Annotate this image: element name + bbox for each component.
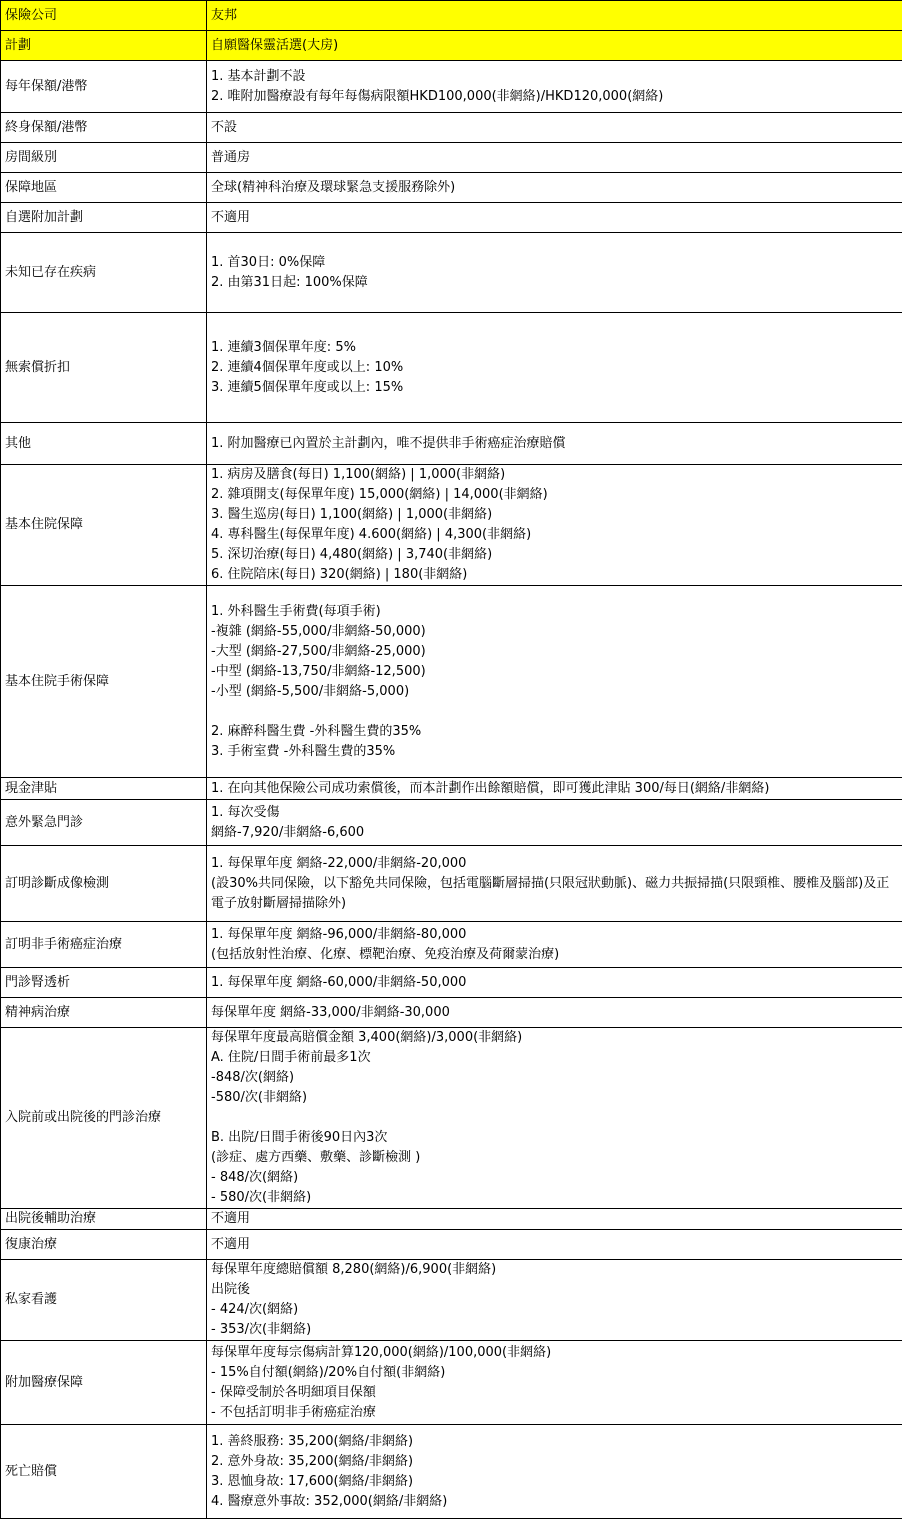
- row-value: [207, 1425, 902, 1519]
- value-line: -848/次(網絡): [211, 1068, 898, 1088]
- row-value: [207, 922, 902, 968]
- table-row: [1, 61, 902, 113]
- value-line: - 不包括訂明非手術癌症治療: [211, 1403, 898, 1423]
- value-line: A. 住院/日間手術前最多1次: [211, 1048, 898, 1068]
- row-label: 附加醫療保障: [1, 1341, 207, 1425]
- table-row: [1, 465, 902, 586]
- row-label: 房間級別: [1, 143, 207, 173]
- value-line: - 保障受制於各明細項目保額: [211, 1383, 898, 1403]
- row-label: 基本住院手術保障: [1, 586, 207, 778]
- value-line: 3. 連續5個保單年度或以上: 15%: [211, 378, 898, 398]
- value-line: (設30%共同保險，以下豁免共同保險，包括電腦斷層掃描(只限冠狀動脈)、磁力共振掃描(只限頸椎、腰椎及腦部)及正電子放射斷層掃描除外): [211, 874, 898, 914]
- row-value: [207, 113, 902, 143]
- value-line: - 15%自付額(網絡)/20%自付額(非網絡): [211, 1363, 898, 1383]
- row-label: 出院後輔助治療: [1, 1209, 207, 1230]
- table-row: [1, 1, 902, 31]
- value-line: 每保單年度總賠償額 8,280(網絡)/6,900(非網絡): [211, 1260, 898, 1280]
- value-line: 4. 專科醫生(每保單年度) 4.600(網絡) | 4,300(非網絡): [211, 525, 898, 545]
- value-line: (診症、處方西藥、敷藥、診斷檢測 ): [211, 1148, 898, 1168]
- row-label: 訂明非手術癌症治療: [1, 922, 207, 968]
- row-label: 保險公司: [1, 1, 207, 31]
- row-label: 入院前或出院後的門診治療: [1, 1028, 207, 1209]
- value-line: 不適用: [211, 1235, 898, 1255]
- row-label: 死亡賠償: [1, 1425, 207, 1519]
- table-row: [1, 1260, 902, 1341]
- value-line: 全球(精神科治療及環球緊急支援服務除外): [211, 178, 898, 198]
- row-value: [207, 203, 902, 233]
- row-label: 精神病治療: [1, 998, 207, 1028]
- value-line: 1. 外科醫生手術費(每項手術): [211, 602, 898, 622]
- row-value: [207, 1028, 902, 1209]
- row-value: [207, 423, 902, 465]
- row-value: [207, 1230, 902, 1260]
- value-line: 2. 雜項開支(每保單年度) 15,000(網絡) | 14,000(非網絡): [211, 485, 898, 505]
- value-line: 每保單年度 網絡-33,000/非網絡-30,000: [211, 1003, 898, 1023]
- row-value: [207, 800, 902, 846]
- row-value: [207, 778, 902, 800]
- value-line: B. 出院/日間手術後90日內3次: [211, 1128, 898, 1148]
- value-line: 1. 首30日: 0%保障: [211, 253, 898, 273]
- table-row: [1, 173, 902, 203]
- value-line: 友邦: [211, 6, 898, 26]
- row-value: [207, 143, 902, 173]
- row-label: 自選附加計劃: [1, 203, 207, 233]
- row-value: [207, 61, 902, 113]
- table-row: [1, 113, 902, 143]
- value-line: 1. 每次受傷: [211, 803, 898, 823]
- table-row: [1, 143, 902, 173]
- value-line: 3. 醫生巡房(每日) 1,100(網絡) | 1,000(非網絡): [211, 505, 898, 525]
- table-row: [1, 423, 902, 465]
- table-body: [1, 1, 902, 1519]
- value-line: [211, 1108, 898, 1128]
- value-line: 3. 恩恤身故: 17,600(網絡/非網絡): [211, 1472, 898, 1492]
- value-line: -580/次(非網絡): [211, 1088, 898, 1108]
- value-line: 不適用: [211, 208, 898, 228]
- row-label: 每年保額/港幣: [1, 61, 207, 113]
- table-row: [1, 1425, 902, 1519]
- value-line: 不適用: [211, 1209, 898, 1229]
- table-row: [1, 778, 902, 800]
- row-value: [207, 173, 902, 203]
- value-line: 1. 連續3個保單年度: 5%: [211, 338, 898, 358]
- value-line: 每保單年度每宗傷病計算120,000(網絡)/100,000(非網絡): [211, 1343, 898, 1363]
- value-line: 1. 每保單年度 網絡-22,000/非網絡-20,000: [211, 854, 898, 874]
- row-label: 訂明診斷成像檢測: [1, 846, 207, 922]
- row-value: [207, 1209, 902, 1230]
- table-row: [1, 31, 902, 61]
- table-row: [1, 800, 902, 846]
- value-line: 2. 由第31日起: 100%保障: [211, 273, 898, 293]
- row-value: [207, 233, 902, 313]
- row-value: [207, 998, 902, 1028]
- value-line: 1. 善終服務: 35,200(網絡/非網絡): [211, 1432, 898, 1452]
- table-row: [1, 313, 902, 423]
- row-value: [207, 1260, 902, 1341]
- value-line: [211, 702, 898, 722]
- value-line: - 848/次(網絡): [211, 1168, 898, 1188]
- value-line: 出院後: [211, 1280, 898, 1300]
- table-row: [1, 203, 902, 233]
- table-row: [1, 233, 902, 313]
- row-label: 現金津貼: [1, 778, 207, 800]
- table-row: [1, 846, 902, 922]
- row-label: 基本住院保障: [1, 465, 207, 586]
- row-label: 其他: [1, 423, 207, 465]
- table-row: [1, 998, 902, 1028]
- row-label: 未知已存在疾病: [1, 233, 207, 313]
- row-label: 終身保額/港幣: [1, 113, 207, 143]
- value-line: 2. 麻醉科醫生費 -外科醫生費的35%: [211, 722, 898, 742]
- value-line: 1. 在向其他保險公司成功索償後，而本計劃作出餘額賠償，即可獲此津貼 300/每日(網絡/非網絡): [211, 779, 898, 799]
- row-value: [207, 1341, 902, 1425]
- value-line: 1. 每保單年度 網絡-96,000/非網絡-80,000: [211, 925, 898, 945]
- value-line: 普通房: [211, 148, 898, 168]
- value-line: 每保單年度最高賠償金額 3,400(網絡)/3,000(非網絡): [211, 1028, 898, 1048]
- value-line: 1. 每保單年度 網絡-60,000/非網絡-50,000: [211, 973, 898, 993]
- value-line: 2. 連續4個保單年度或以上: 10%: [211, 358, 898, 378]
- value-line: 1. 病房及膳食(每日) 1,100(網絡) | 1,000(非網絡): [211, 465, 898, 485]
- value-line: 網絡-7,920/非網絡-6,600: [211, 823, 898, 843]
- row-value: [207, 465, 902, 586]
- value-line: 2. 意外身故: 35,200(網絡/非網絡): [211, 1452, 898, 1472]
- value-line: 自願醫保靈活選(大房): [211, 36, 898, 56]
- value-line: 3. 手術室費 -外科醫生費的35%: [211, 742, 898, 762]
- row-value: [207, 31, 902, 61]
- value-line: -中型 (網絡-13,750/非網絡-12,500): [211, 662, 898, 682]
- value-line: 1. 附加醫療已內置於主計劃內，唯不提供非手術癌症治療賠償: [211, 434, 898, 454]
- table-row: [1, 586, 902, 778]
- row-label: 私家看護: [1, 1260, 207, 1341]
- value-line: - 353/次(非網絡): [211, 1320, 898, 1340]
- value-line: - 424/次(網絡): [211, 1300, 898, 1320]
- value-line: -小型 (網絡-5,500/非網絡-5,000): [211, 682, 898, 702]
- value-line: 1. 基本計劃不設: [211, 67, 898, 87]
- value-line: 4. 醫療意外事故: 352,000(網絡/非網絡): [211, 1492, 898, 1512]
- table-row: [1, 1341, 902, 1425]
- row-label: 復康治療: [1, 1230, 207, 1260]
- table-row: [1, 1028, 902, 1209]
- table-row: [1, 1230, 902, 1260]
- table-row: [1, 1209, 902, 1230]
- row-label: 門診腎透析: [1, 968, 207, 998]
- table-row: [1, 968, 902, 998]
- value-line: -大型 (網絡-27,500/非網絡-25,000): [211, 642, 898, 662]
- row-label: 無索償折扣: [1, 313, 207, 423]
- value-line: 6. 住院陪床(每日) 320(網絡) | 180(非網絡): [211, 565, 898, 585]
- row-value: [207, 586, 902, 778]
- row-value: [207, 846, 902, 922]
- row-label: 保障地區: [1, 173, 207, 203]
- table-row: [1, 922, 902, 968]
- value-line: -複雜 (網絡-55,000/非網絡-50,000): [211, 622, 898, 642]
- row-label: 計劃: [1, 31, 207, 61]
- row-value: [207, 968, 902, 998]
- value-line: 不設: [211, 118, 898, 138]
- value-line: 2. 唯附加醫療設有每年每傷病限額HKD100,000(非網絡)/HKD120,000(網絡): [211, 87, 898, 107]
- row-value: [207, 313, 902, 423]
- value-line: (包括放射性治療、化療、標靶治療、免疫治療及荷爾蒙治療): [211, 945, 898, 965]
- value-line: - 580/次(非網絡): [211, 1188, 898, 1208]
- row-value: [207, 1, 902, 31]
- row-label: 意外緊急門診: [1, 800, 207, 846]
- value-line: 5. 深切治療(每日) 4,480(網絡) | 3,740(非網絡): [211, 545, 898, 565]
